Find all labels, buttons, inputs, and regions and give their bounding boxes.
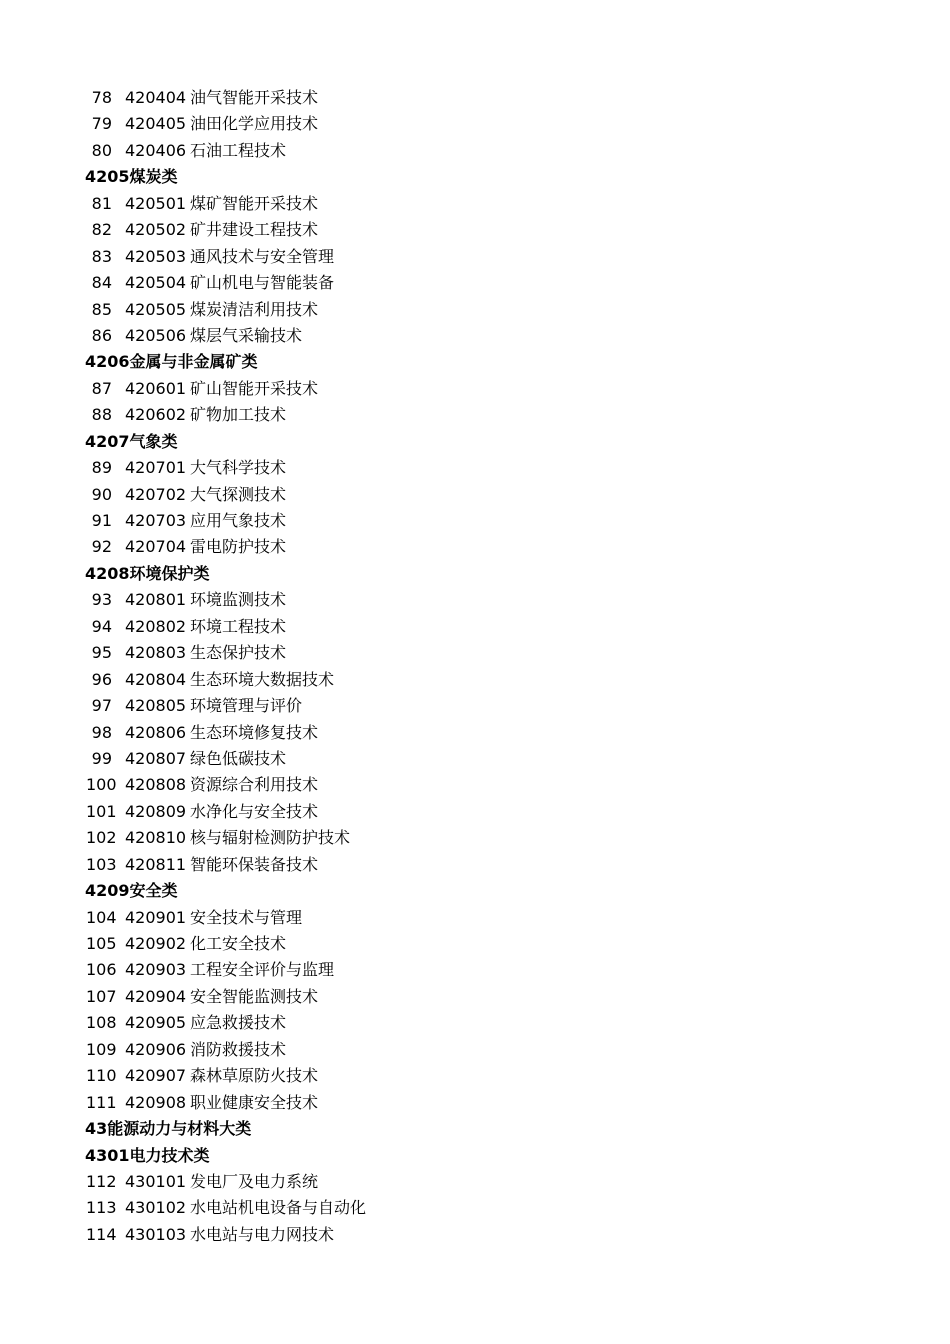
major-name: 雷电防护技术 [190, 537, 287, 557]
major-code: 420811 [125, 854, 187, 874]
item-number: 112 [86, 1171, 117, 1191]
item-number: 89 [91, 458, 112, 478]
category-heading: 4206金属与非金属矿类 [85, 352, 258, 372]
major-name: 安全技术与管理 [190, 907, 303, 927]
item-number: 98 [91, 722, 112, 742]
major-code: 430102 [125, 1198, 187, 1218]
item-number: 97 [91, 696, 112, 716]
list-item [0, 667, 950, 693]
major-name: 大气科学技术 [190, 458, 287, 478]
item-number: 78 [91, 88, 112, 107]
item-number: 102 [86, 828, 117, 848]
major-code: 420602 [125, 405, 187, 425]
list-item [0, 746, 950, 772]
major-name: 水净化与安全技术 [190, 801, 319, 821]
item-number: 83 [91, 246, 112, 266]
major-name: 矿山机电与智能装备 [190, 273, 335, 293]
item-number: 91 [91, 511, 112, 530]
list-item [0, 984, 950, 1010]
major-code: 420804 [125, 669, 187, 689]
major-code: 420801 [125, 590, 187, 610]
item-number: 79 [91, 114, 112, 134]
item-number: 86 [91, 325, 112, 345]
item-number: 105 [86, 934, 117, 953]
list-item [0, 693, 950, 719]
item-number: 93 [91, 590, 112, 610]
category-heading: 4208环境保护类 [85, 563, 210, 583]
list-item [0, 720, 950, 746]
item-number: 84 [91, 273, 112, 293]
item-number: 94 [91, 616, 112, 636]
item-number: 87 [91, 378, 112, 398]
list-item [0, 217, 950, 243]
category-heading: 4301电力技术类 [85, 1145, 210, 1165]
list-item [0, 191, 950, 217]
item-number: 101 [86, 801, 117, 821]
item-number: 95 [91, 643, 112, 663]
item-number: 90 [91, 484, 112, 504]
major-code: 420702 [125, 484, 187, 504]
category-heading: 4207气象类 [85, 431, 178, 451]
list-item [0, 905, 950, 931]
list-item [0, 455, 950, 481]
major-code: 420601 [125, 378, 187, 398]
major-code: 420806 [125, 722, 187, 742]
major-name: 矿山智能开采技术 [190, 378, 319, 398]
list-item [0, 270, 950, 296]
major-code: 420908 [125, 1092, 187, 1112]
item-number: 80 [91, 140, 112, 160]
list-item [0, 957, 950, 983]
major-code: 420903 [125, 960, 187, 980]
item-number: 92 [91, 537, 112, 557]
list-item [0, 1222, 950, 1248]
major-name: 煤矿智能开采技术 [190, 193, 319, 213]
major-name: 智能环保装备技术 [190, 854, 319, 874]
major-code: 420901 [125, 907, 187, 927]
major-name: 通风技术与安全管理 [190, 246, 335, 266]
list-item [0, 587, 950, 613]
list-item [0, 1037, 950, 1063]
major-code: 430103 [125, 1224, 187, 1244]
item-number: 103 [86, 854, 117, 874]
list-item [0, 1090, 950, 1116]
major-name: 油田化学应用技术 [190, 114, 319, 134]
list-item [0, 323, 950, 349]
major-code: 430101 [125, 1171, 187, 1191]
item-number: 82 [91, 220, 112, 240]
major-code: 420809 [125, 801, 187, 821]
list-item [0, 402, 950, 428]
major-code: 420503 [125, 246, 187, 266]
list-item [0, 297, 950, 323]
list-item [0, 1010, 950, 1036]
item-number: 110 [86, 1066, 117, 1086]
item-number: 108 [86, 1013, 117, 1033]
major-name: 水电站机电设备与自动化 [190, 1198, 367, 1218]
major-name: 生态保护技术 [190, 643, 287, 663]
major-name: 矿物加工技术 [190, 405, 287, 425]
major-code: 420805 [125, 696, 187, 716]
document-body [0, 85, 950, 1248]
major-name: 化工安全技术 [190, 934, 287, 953]
category-heading: 4209安全类 [85, 881, 178, 901]
major-code: 420904 [125, 986, 187, 1006]
item-number: 96 [91, 669, 112, 689]
major-name: 消防救援技术 [190, 1039, 287, 1059]
major-name: 生态环境大数据技术 [190, 669, 335, 689]
major-name: 环境工程技术 [190, 616, 287, 636]
list-item [0, 852, 950, 878]
major-name: 职业健康安全技术 [190, 1092, 319, 1112]
item-number: 104 [86, 907, 117, 927]
major-name: 森林草原防火技术 [190, 1066, 319, 1086]
major-name: 环境监测技术 [190, 590, 287, 610]
major-name: 核与辐射检测防护技术 [190, 828, 351, 848]
category-heading: 4205煤炭类 [85, 167, 178, 187]
list-item [0, 534, 950, 560]
major-name: 应急救援技术 [190, 1013, 287, 1033]
major-code: 420406 [125, 140, 187, 160]
item-number: 100 [86, 775, 117, 795]
major-code: 420803 [125, 643, 187, 663]
major-name: 矿井建设工程技术 [190, 220, 319, 240]
major-code: 420906 [125, 1039, 187, 1059]
item-number: 113 [86, 1198, 117, 1218]
major-code: 420807 [125, 748, 187, 768]
major-name: 环境管理与评价 [190, 696, 303, 716]
list-item [0, 244, 950, 270]
list-item [0, 508, 950, 534]
list-item [0, 1063, 950, 1089]
item-number: 109 [86, 1039, 117, 1059]
major-name: 发电厂及电力系统 [190, 1171, 319, 1191]
major-code: 420902 [125, 934, 187, 953]
major-code: 420405 [125, 114, 187, 134]
category-heading: 43能源动力与材料大类 [85, 1119, 252, 1139]
major-code: 420907 [125, 1066, 187, 1086]
major-code: 420505 [125, 299, 187, 319]
list-item [0, 85, 950, 111]
item-number: 106 [86, 960, 117, 980]
item-number: 111 [86, 1092, 117, 1112]
major-code: 420808 [125, 775, 187, 795]
list-item [0, 640, 950, 666]
major-name: 应用气象技术 [190, 511, 287, 530]
item-number: 99 [91, 748, 112, 768]
list-item [0, 614, 950, 640]
major-name: 绿色低碳技术 [190, 748, 287, 768]
major-code: 420810 [125, 828, 187, 848]
item-number: 114 [86, 1224, 117, 1244]
item-number: 85 [91, 299, 112, 319]
item-number: 88 [91, 405, 112, 425]
major-name: 大气探测技术 [190, 484, 287, 504]
list-item [0, 111, 950, 137]
major-name: 煤炭清洁利用技术 [190, 299, 319, 319]
major-code: 420404 [125, 88, 187, 107]
major-code: 420802 [125, 616, 187, 636]
major-name: 资源综合利用技术 [190, 775, 319, 795]
item-number: 81 [91, 193, 112, 213]
major-name: 水电站与电力网技术 [190, 1224, 335, 1244]
list-item [0, 1195, 950, 1221]
list-item [0, 825, 950, 851]
major-name: 工程安全评价与监理 [190, 960, 335, 980]
major-code: 420502 [125, 220, 187, 240]
list-item [0, 1169, 950, 1195]
major-name: 煤层气采输技术 [190, 325, 303, 345]
list-item [0, 799, 950, 825]
item-number: 107 [86, 986, 117, 1006]
list-item [0, 482, 950, 508]
major-name: 油气智能开采技术 [190, 88, 319, 107]
list-item [0, 376, 950, 402]
major-code: 420701 [125, 458, 187, 478]
major-code: 420501 [125, 193, 187, 213]
major-code: 420506 [125, 325, 187, 345]
major-name: 安全智能监测技术 [190, 986, 319, 1006]
major-code: 420905 [125, 1013, 187, 1033]
major-name: 生态环境修复技术 [190, 722, 319, 742]
list-item [0, 138, 950, 164]
major-name: 石油工程技术 [190, 140, 287, 160]
major-code: 420703 [125, 511, 187, 530]
major-code: 420504 [125, 273, 187, 293]
list-item [0, 931, 950, 957]
major-code: 420704 [125, 537, 187, 557]
list-item [0, 772, 950, 798]
